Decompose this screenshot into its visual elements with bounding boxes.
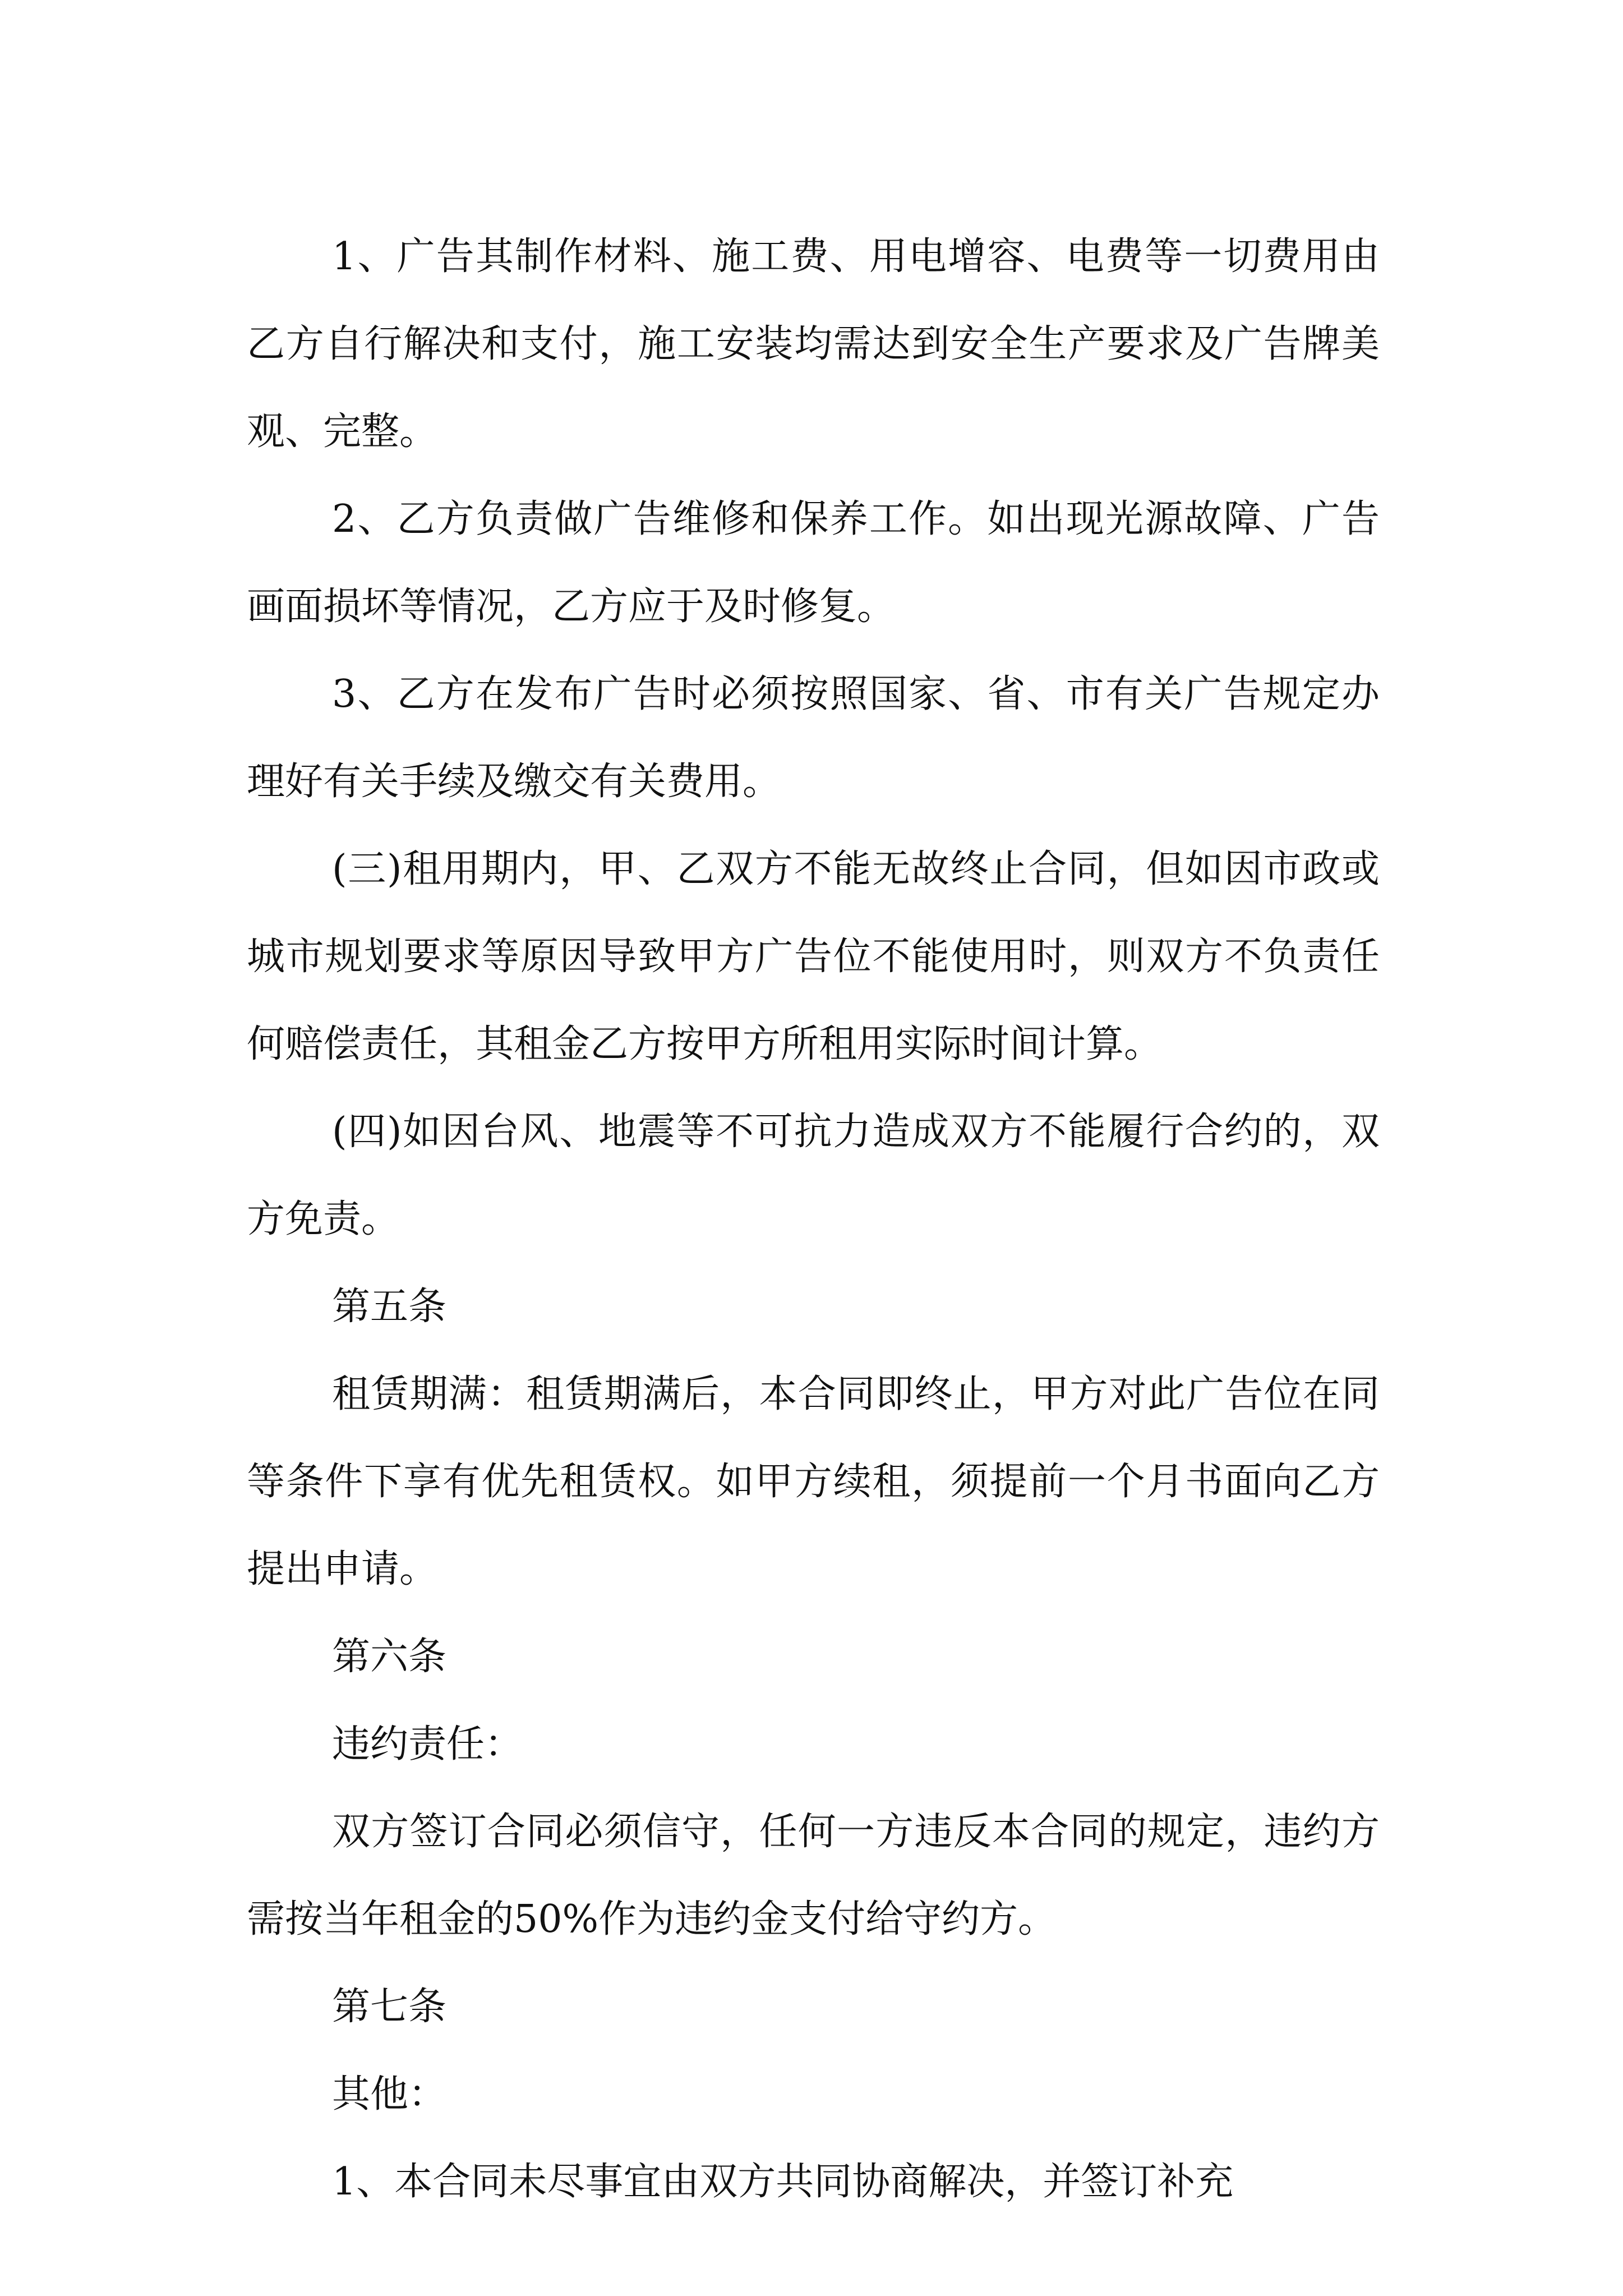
clause-item-2: 2、乙方负责做广告维修和保养工作。如出现光源故障、广告画面损坏等情况，乙方应于及时修复。 xyxy=(247,497,1380,629)
article-7-heading: 第七条 xyxy=(332,1985,447,2029)
article-5-body: 租赁期满：租赁期满后，本合同即终止，甲方对此广告位在同等条件下享有优先租赁权。如甲方续租，须提前一个月书面向乙方提出申请。 xyxy=(247,1372,1380,1591)
article-5-heading: 第五条 xyxy=(332,1285,447,1329)
clause-section-4: (四)如因台风、地震等不可抗力造成双方不能履行合约的，双方免责。 xyxy=(247,1110,1380,1241)
article-7-subheading: 其他： xyxy=(332,2072,447,2116)
article-7-item-1: 1、本合同未尽事宜由双方共同协商解决，并签订补充 xyxy=(332,2160,1234,2204)
clause-section-3: (三)租用期内，甲、乙双方不能无故终止合同，但如因市政或城市规划要求等原因导致甲方广告位不能使用时，则双方不负责任何赔偿责任，其租金乙方按甲方所租用实际时间计算。 xyxy=(247,847,1380,1066)
article-6-heading: 第六条 xyxy=(332,1635,447,1679)
article-6-subheading: 违约责任： xyxy=(332,1722,523,1766)
clause-item-1: 1、广告其制作材料、施工费、用电增容、电费等一切费用由乙方自行解决和支付，施工安装均需达到安全生产要求及广告牌美观、完整。 xyxy=(247,234,1380,454)
document-body xyxy=(247,213,1380,2226)
clause-item-3: 3、乙方在发布广告时必须按照国家、省、市有关广告规定办理好有关手续及缴交有关费用。 xyxy=(247,672,1380,804)
article-6-body: 双方签订合同必须信守，任何一方违反本合同的规定，违约方需按当年租金的50%作为违约金支付给守约方。 xyxy=(247,1810,1380,1941)
